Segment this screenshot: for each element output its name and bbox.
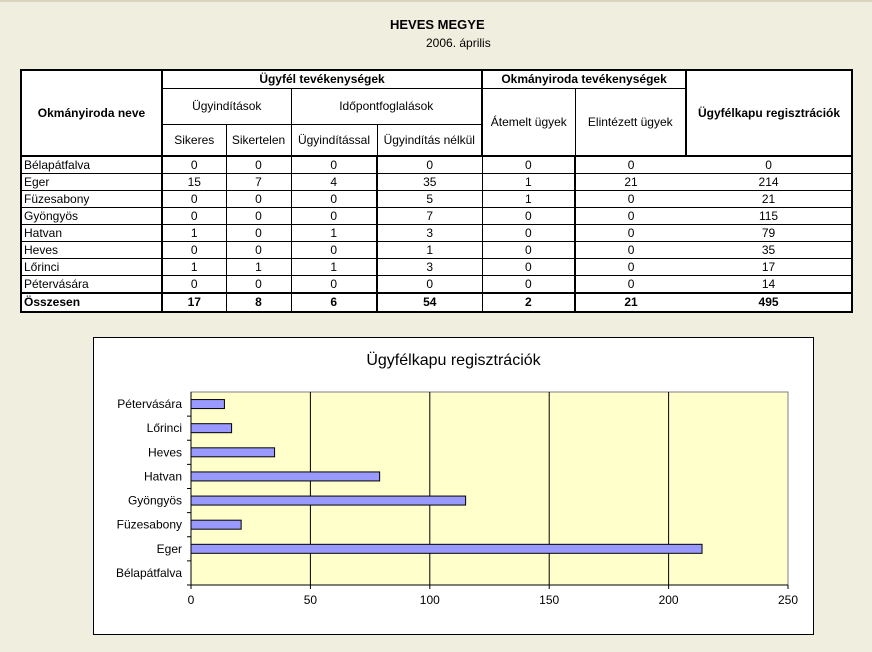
value-cell: 1 (226, 259, 291, 276)
table-row (21, 276, 852, 294)
value-cell: 0 (575, 242, 686, 259)
value-cell: 0 (226, 242, 291, 259)
value-cell: 0 (226, 276, 291, 294)
x-tick-label: 200 (658, 593, 679, 607)
office-name-cell: Füzesabony (21, 191, 162, 208)
value-cell: 54 (377, 293, 482, 312)
office-name-cell: Pétervására (21, 276, 162, 294)
y-tick-label: Hatvan (143, 469, 182, 484)
y-tick-label: Eger (156, 541, 182, 556)
value-cell: 1 (162, 225, 226, 242)
value-cell: 0 (226, 225, 291, 242)
value-cell: 115 (686, 208, 852, 225)
table-row (21, 174, 852, 191)
client-activities-header: Ügyfél tevékenységek (162, 70, 482, 88)
plot-area (191, 392, 788, 585)
value-cell: 6 (291, 293, 377, 312)
value-cell: 0 (162, 208, 226, 225)
bar (191, 424, 232, 433)
value-cell: 8 (226, 293, 291, 312)
col-header-completed: Elintézett ügyek (575, 88, 686, 156)
value-cell: 0 (482, 259, 575, 276)
value-cell: 17 (162, 293, 226, 312)
value-cell: 15 (162, 174, 226, 191)
total-row (21, 293, 852, 312)
office-name-cell: Hatvan (21, 225, 162, 242)
office-name-cell: Bélapátfalva (21, 156, 162, 174)
bar (191, 544, 702, 553)
value-cell: 21 (575, 293, 686, 312)
bar (191, 496, 466, 505)
y-tick-label: Gyöngyös (127, 493, 182, 508)
bar (191, 448, 275, 457)
value-cell: 3 (377, 225, 482, 242)
office-name-cell: Eger (21, 174, 162, 191)
value-cell: 5 (377, 191, 482, 208)
statistics-table (20, 69, 853, 313)
value-cell: 0 (575, 156, 686, 174)
value-cell: 0 (226, 208, 291, 225)
value-cell: 4 (291, 174, 377, 191)
value-cell: 3 (377, 259, 482, 276)
value-cell: 0 (482, 156, 575, 174)
value-cell: 35 (686, 242, 852, 259)
value-cell: 1 (482, 191, 575, 208)
x-tick-label: 0 (187, 593, 195, 607)
value-cell: 0 (291, 156, 377, 174)
value-cell: 0 (162, 156, 226, 174)
office-name-cell: Lőrinci (21, 259, 162, 276)
x-tick-label: 250 (777, 593, 799, 607)
value-cell: 0 (226, 191, 291, 208)
page-title: HEVES MEGYE (390, 17, 485, 32)
value-cell: 0 (575, 191, 686, 208)
value-cell: 0 (575, 276, 686, 294)
value-cell: 21 (575, 174, 686, 191)
value-cell: 0 (377, 156, 482, 174)
value-cell: 7 (377, 208, 482, 225)
value-cell: 0 (575, 225, 686, 242)
page-subtitle: 2006. április (426, 36, 491, 50)
table-row (21, 191, 852, 208)
value-cell: 14 (686, 276, 852, 294)
table-row (21, 259, 852, 276)
value-cell: 495 (686, 293, 852, 312)
value-cell: 0 (162, 191, 226, 208)
appointments-header: Időpontfoglalások (291, 88, 482, 124)
col-header-without-case: Ügyindítás nélkül (377, 124, 482, 156)
value-cell: 1 (377, 242, 482, 259)
value-cell: 0 (482, 225, 575, 242)
client-gate-header: Ügyfélkapu regisztrációk (686, 70, 852, 156)
value-cell: 1 (162, 259, 226, 276)
value-cell: 1 (291, 259, 377, 276)
x-tick-label: 50 (303, 593, 318, 607)
col-header-unsuccessful: Sikertelen (226, 124, 291, 156)
value-cell: 0 (162, 276, 226, 294)
bar (191, 520, 241, 529)
value-cell: 214 (686, 174, 852, 191)
value-cell: 0 (575, 208, 686, 225)
value-cell: 0 (482, 242, 575, 259)
value-cell: 21 (686, 191, 852, 208)
value-cell: 0 (291, 191, 377, 208)
table-row (21, 208, 852, 225)
value-cell: 0 (686, 156, 852, 174)
y-tick-label: Füzesabony (116, 517, 182, 532)
value-cell: 7 (226, 174, 291, 191)
office-name-cell: Heves (21, 242, 162, 259)
y-tick-label: Pétervására (117, 397, 182, 412)
office-activities-header: Okmányiroda tevékenységek (482, 70, 686, 88)
x-tick-label: 100 (419, 593, 440, 607)
office-name-cell: Gyöngyös (21, 208, 162, 225)
value-cell: 2 (482, 293, 575, 312)
value-cell: 0 (291, 208, 377, 225)
value-cell: 0 (482, 276, 575, 294)
value-cell: 0 (377, 276, 482, 294)
col-header-with-case: Ügyindítással (291, 124, 377, 156)
table-row (21, 242, 852, 259)
value-cell: 1 (291, 225, 377, 242)
y-tick-label: Lőrinci (146, 421, 182, 436)
chart-container (93, 337, 814, 635)
value-cell: 0 (226, 156, 291, 174)
office-name-cell: Összesen (21, 293, 162, 312)
case-initiations-header: Ügyindítások (162, 88, 291, 124)
value-cell: 17 (686, 259, 852, 276)
office-name-header: Okmányiroda neve (21, 70, 162, 156)
top-border (0, 0, 872, 2)
bar (191, 472, 380, 481)
chart-title: Ügyfélkapu regisztrációk (366, 352, 541, 369)
x-tick-label: 150 (539, 593, 560, 607)
value-cell: 0 (162, 242, 226, 259)
bar (191, 400, 224, 409)
value-cell: 35 (377, 174, 482, 191)
value-cell: 79 (686, 225, 852, 242)
value-cell: 0 (291, 276, 377, 294)
value-cell: 0 (291, 242, 377, 259)
table-row (21, 225, 852, 242)
value-cell: 1 (482, 174, 575, 191)
col-header-successful: Sikeres (162, 124, 226, 156)
y-tick-label: Heves (147, 445, 182, 460)
value-cell: 0 (482, 208, 575, 225)
bar-chart (94, 338, 813, 634)
col-header-transferred: Átemelt ügyek (482, 88, 575, 156)
table-row (21, 156, 852, 174)
y-tick-label: Bélapátfalva (115, 565, 182, 580)
value-cell: 0 (575, 259, 686, 276)
